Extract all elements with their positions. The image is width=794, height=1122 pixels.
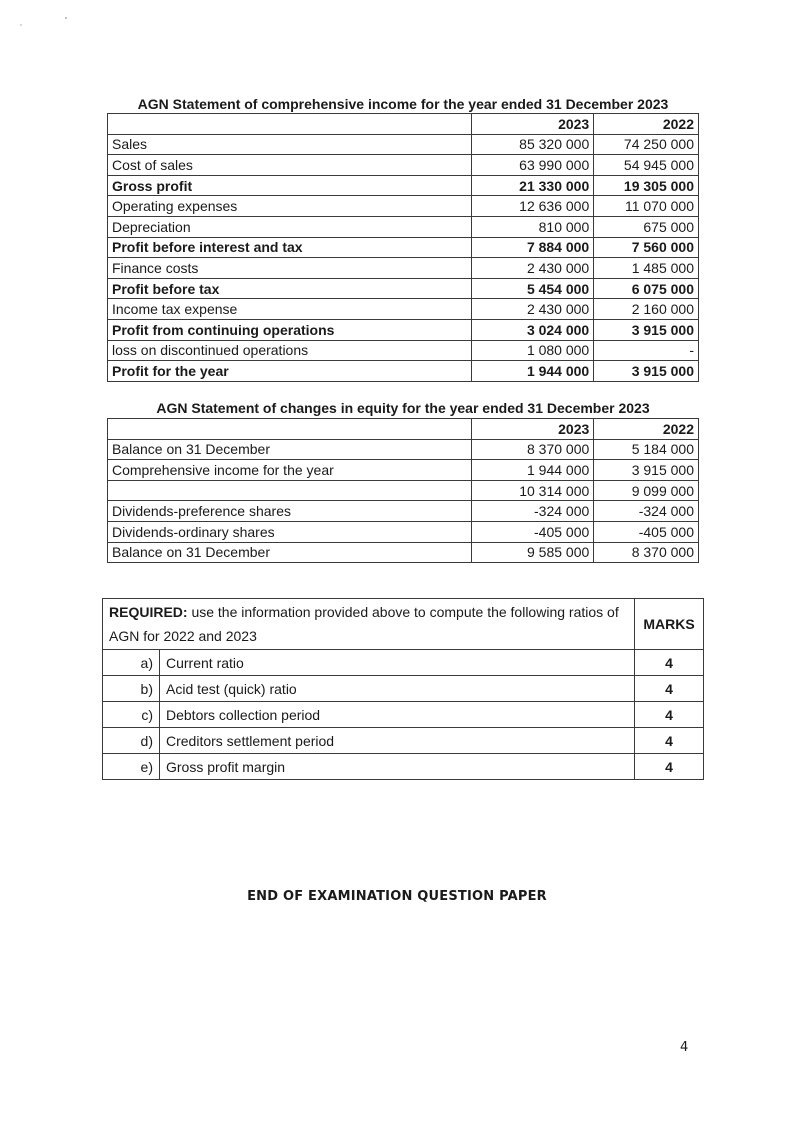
table-row — [108, 175, 699, 196]
item-marks: 4 — [635, 728, 704, 754]
item-letter: d) — [103, 728, 160, 754]
required-item-row — [103, 650, 704, 676]
row-label: Dividends-preference shares — [108, 501, 472, 522]
income-statement-title: AGN Statement of comprehensive income for the year ended 31 December 2023 — [137, 96, 669, 112]
value-2023: 10 314 000 — [471, 480, 594, 501]
item-label: Creditors settlement period — [160, 728, 635, 754]
value-2022: 1 485 000 — [594, 258, 699, 279]
value-2023: 21 330 000 — [471, 175, 594, 196]
required-table — [102, 598, 704, 780]
value-2023: 2 430 000 — [471, 299, 594, 320]
row-label: Profit before tax — [108, 278, 472, 299]
value-2023: 1 944 000 — [471, 460, 594, 481]
row-label: Cost of sales — [108, 155, 472, 176]
item-letter: c) — [103, 702, 160, 728]
header-2023: 2023 — [471, 419, 594, 440]
required-header-row — [103, 599, 704, 650]
value-2023: 1 944 000 — [471, 361, 594, 382]
value-2022: 675 000 — [594, 216, 699, 237]
required-item-row — [103, 728, 704, 754]
row-label: Depreciation — [108, 216, 472, 237]
required-item-row — [103, 754, 704, 780]
value-2023: 2 430 000 — [471, 258, 594, 279]
required-item-row — [103, 702, 704, 728]
scan-speck — [65, 17, 67, 19]
table-header-row — [108, 114, 699, 135]
row-label: Operating expenses — [108, 196, 472, 217]
value-2022: - — [594, 340, 699, 361]
equity-statement-table — [107, 418, 699, 563]
item-marks: 4 — [635, 754, 704, 780]
value-2022: 11 070 000 — [594, 196, 699, 217]
scan-speck — [20, 24, 22, 26]
item-marks: 4 — [635, 702, 704, 728]
value-2023: 3 024 000 — [471, 319, 594, 340]
equity-statement-title: AGN Statement of changes in equity for the year ended 31 December 2023 — [156, 400, 650, 416]
required-instructions — [103, 599, 635, 650]
table-row — [108, 155, 699, 176]
required-prefix: REQUIRED: — [109, 604, 188, 620]
table-row — [108, 439, 699, 460]
table-row — [108, 542, 699, 563]
value-2022: 2 160 000 — [594, 299, 699, 320]
table-row — [108, 480, 699, 501]
item-letter: e) — [103, 754, 160, 780]
header-2022: 2022 — [594, 419, 699, 440]
row-label: Balance on 31 December — [108, 542, 472, 563]
value-2022: 3 915 000 — [594, 361, 699, 382]
header-2023: 2023 — [471, 114, 594, 135]
table-row — [108, 278, 699, 299]
header-label-cell — [108, 419, 472, 440]
table-row — [108, 460, 699, 481]
row-label: Gross profit — [108, 175, 472, 196]
value-2023: 63 990 000 — [471, 155, 594, 176]
value-2023: 7 884 000 — [471, 237, 594, 258]
value-2022: -324 000 — [594, 501, 699, 522]
row-label — [108, 480, 472, 501]
table-row — [108, 501, 699, 522]
required-text: use the information provided above to compute the following ratios of AGN for 2022 and 2023 — [109, 604, 619, 644]
value-2022: 3 915 000 — [594, 319, 699, 340]
value-2023: 9 585 000 — [471, 542, 594, 563]
table-row — [108, 361, 699, 382]
row-label: Balance on 31 December — [108, 439, 472, 460]
table-row — [108, 299, 699, 320]
item-label: Gross profit margin — [160, 754, 635, 780]
table-row — [108, 521, 699, 542]
item-marks: 4 — [635, 676, 704, 702]
table-row — [108, 319, 699, 340]
item-label: Debtors collection period — [160, 702, 635, 728]
marks-header: MARKS — [635, 599, 704, 650]
row-label: Finance costs — [108, 258, 472, 279]
item-letter: b) — [103, 676, 160, 702]
value-2023: 12 636 000 — [471, 196, 594, 217]
value-2022: 3 915 000 — [594, 460, 699, 481]
table-row — [108, 216, 699, 237]
value-2022: 19 305 000 — [594, 175, 699, 196]
value-2023: 8 370 000 — [471, 439, 594, 460]
row-label: Profit from continuing operations — [108, 319, 472, 340]
value-2022: 5 184 000 — [594, 439, 699, 460]
value-2023: -405 000 — [471, 521, 594, 542]
item-letter: a) — [103, 650, 160, 676]
value-2022: 74 250 000 — [594, 134, 699, 155]
row-label: Income tax expense — [108, 299, 472, 320]
value-2022: -405 000 — [594, 521, 699, 542]
table-header-row — [108, 419, 699, 440]
row-label: Profit before interest and tax — [108, 237, 472, 258]
item-label: Current ratio — [160, 650, 635, 676]
table-row — [108, 134, 699, 155]
table-row — [108, 340, 699, 361]
row-label: Dividends-ordinary shares — [108, 521, 472, 542]
row-label: Profit for the year — [108, 361, 472, 382]
value-2023: 810 000 — [471, 216, 594, 237]
table-row — [108, 196, 699, 217]
row-label: Sales — [108, 134, 472, 155]
value-2022: 7 560 000 — [594, 237, 699, 258]
value-2022: 8 370 000 — [594, 542, 699, 563]
value-2023: 1 080 000 — [471, 340, 594, 361]
value-2022: 54 945 000 — [594, 155, 699, 176]
value-2022: 6 075 000 — [594, 278, 699, 299]
end-of-paper-text: END OF EXAMINATION QUESTION PAPER — [247, 889, 547, 904]
item-marks: 4 — [635, 650, 704, 676]
page-number: 4 — [680, 1040, 689, 1055]
table-row — [108, 237, 699, 258]
value-2023: -324 000 — [471, 501, 594, 522]
table-row — [108, 258, 699, 279]
required-item-row — [103, 676, 704, 702]
item-label: Acid test (quick) ratio — [160, 676, 635, 702]
row-label: loss on discontinued operations — [108, 340, 472, 361]
value-2023: 5 454 000 — [471, 278, 594, 299]
value-2022: 9 099 000 — [594, 480, 699, 501]
row-label: Comprehensive income for the year — [108, 460, 472, 481]
header-label-cell — [108, 114, 472, 135]
value-2023: 85 320 000 — [471, 134, 594, 155]
income-statement-table — [107, 113, 699, 382]
header-2022: 2022 — [594, 114, 699, 135]
